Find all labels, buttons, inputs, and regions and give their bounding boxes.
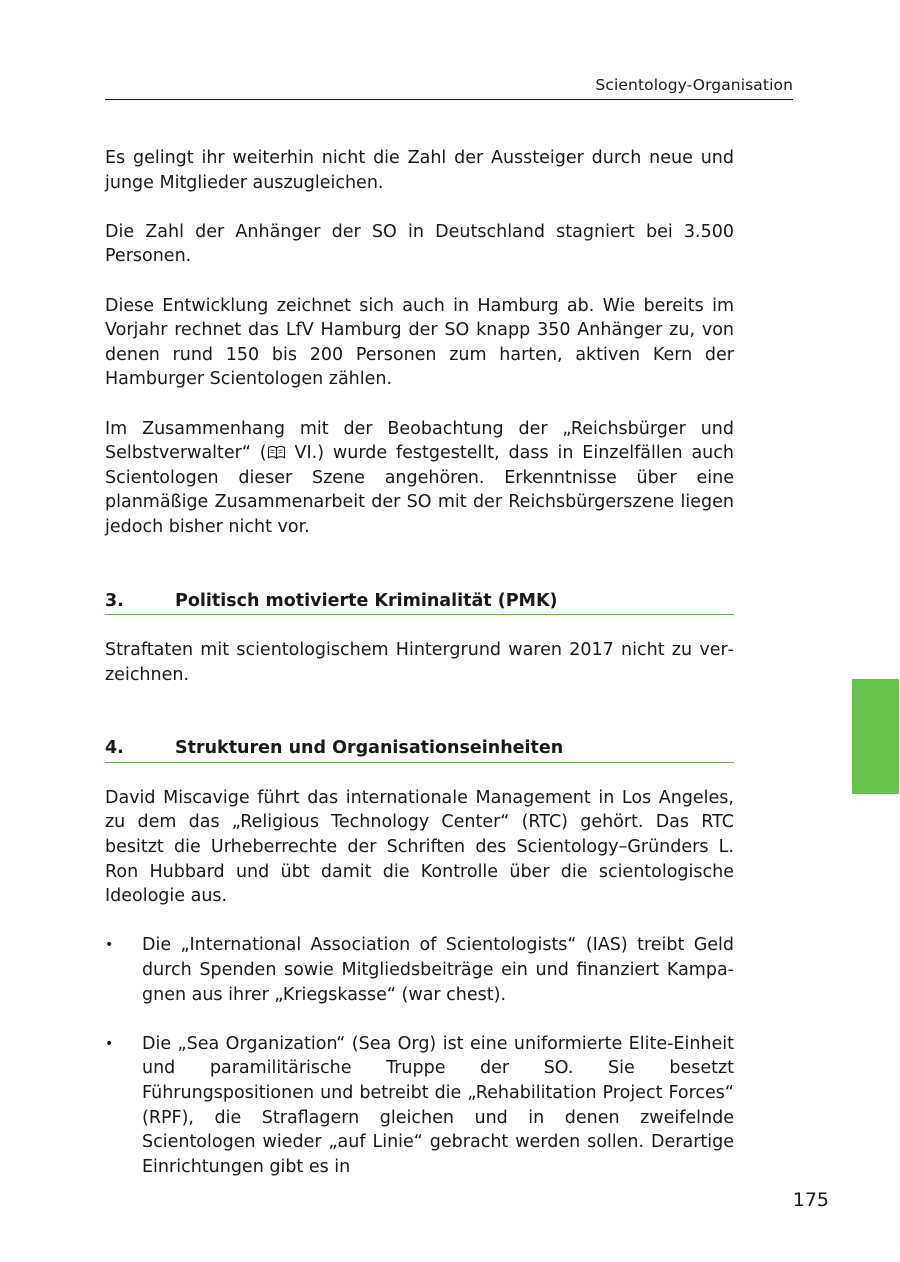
- paragraph-hamburg: Diese Entwicklung zeichnet sich auch in Hamburg ab. Wie bereits im Vorjahr rechnet das LfV Hamburg der SO knapp 350 Anhänger zu, von denen rund 150 bis 200 Personen zum harten, aktiven Kern der Hamburger Scientologen zählen.: [105, 295, 734, 390]
- header-rule: [105, 99, 793, 100]
- section-3-paragraph: Straftaten mit scientologischem Hintergrund waren 2017 nicht zu verzeichnen.: [105, 640, 734, 685]
- list-item-text: Die „Sea Organization“ (Sea Org) ist eine uniformierte Elite-Einheit und paramilitärische Truppe der SO. Sie besetzt Führungspositionen und betreibt die „Rehabilitation Project Forces“ (RPF), die Straflagern gleichen und in denen zweifelnde Scientologen wieder „auf Linie“ gebracht werden sollen. Derartige Einrichtungen gibt es in: [142, 1033, 734, 1177]
- list-item: [105, 933, 734, 1007]
- section-4-paragraph: David Miscavige führt das internationale Management in Los Angeles, zu dem das „Religious Technology Center“ (RTC) gehört. Das RTC besitzt die Urheberrechte der Schriften des Scientology–Gründers L. Ron Hubbard und übt damit die Kontrolle über die scientologische Ideologie aus.: [105, 787, 734, 907]
- reichsbuerger-text-end: VI.) wurde festgestellt, dass in Einzelfällen auch Scientologen dieser Szene angehören. Erkenntnisse über eine planmäßige Zusammenarbeit der SO mit der Reichsbürgerszene liegen jedoch bisher nicht vor.: [105, 443, 734, 537]
- chapter-tab-marker: [852, 679, 899, 794]
- paragraph-dropouts: Es gelingt ihr weiterhin nicht die Zahl der Aussteiger durch neue und junge Mitglieder auszugleichen.: [105, 148, 734, 193]
- section-4-title: Strukturen und Organisationseinheiten: [175, 738, 564, 759]
- paragraph-member-count: Die Zahl der Anhänger der SO in Deutschland stagniert bei 3.500 Personen.: [105, 221, 734, 267]
- reichsbuerger-text-start: Im Zusammenhang mit der Beobachtung der „Reichsbürger und Selbstverwalter“ (: [105, 418, 734, 464]
- paragraph-reichsbuerger: [105, 417, 734, 540]
- book-icon: [267, 445, 286, 459]
- list-item-text: Die „International Association of Scientologists“ (IAS) treibt Geld durch Spenden sowie Mitgliedsbeiträge ein und finanziert Kampagnen aus ihrer „Kriegskasse“ (war chest).: [142, 935, 734, 1005]
- section-3-number: 3.: [105, 590, 124, 611]
- section-3-heading: [105, 589, 734, 616]
- list-item: [105, 1032, 734, 1180]
- section-4-number: 4.: [105, 738, 124, 759]
- bullet-list: [105, 933, 734, 1179]
- bullet-icon: •: [105, 937, 114, 954]
- page-number: 175: [792, 1189, 829, 1211]
- section-3-title: Politisch motivierte Kriminalität (PMK): [175, 590, 558, 611]
- page-body: [105, 146, 734, 1204]
- running-header: Scientology-Organisation: [595, 76, 793, 94]
- section-4-heading: [105, 736, 734, 763]
- bullet-icon: •: [105, 1035, 114, 1052]
